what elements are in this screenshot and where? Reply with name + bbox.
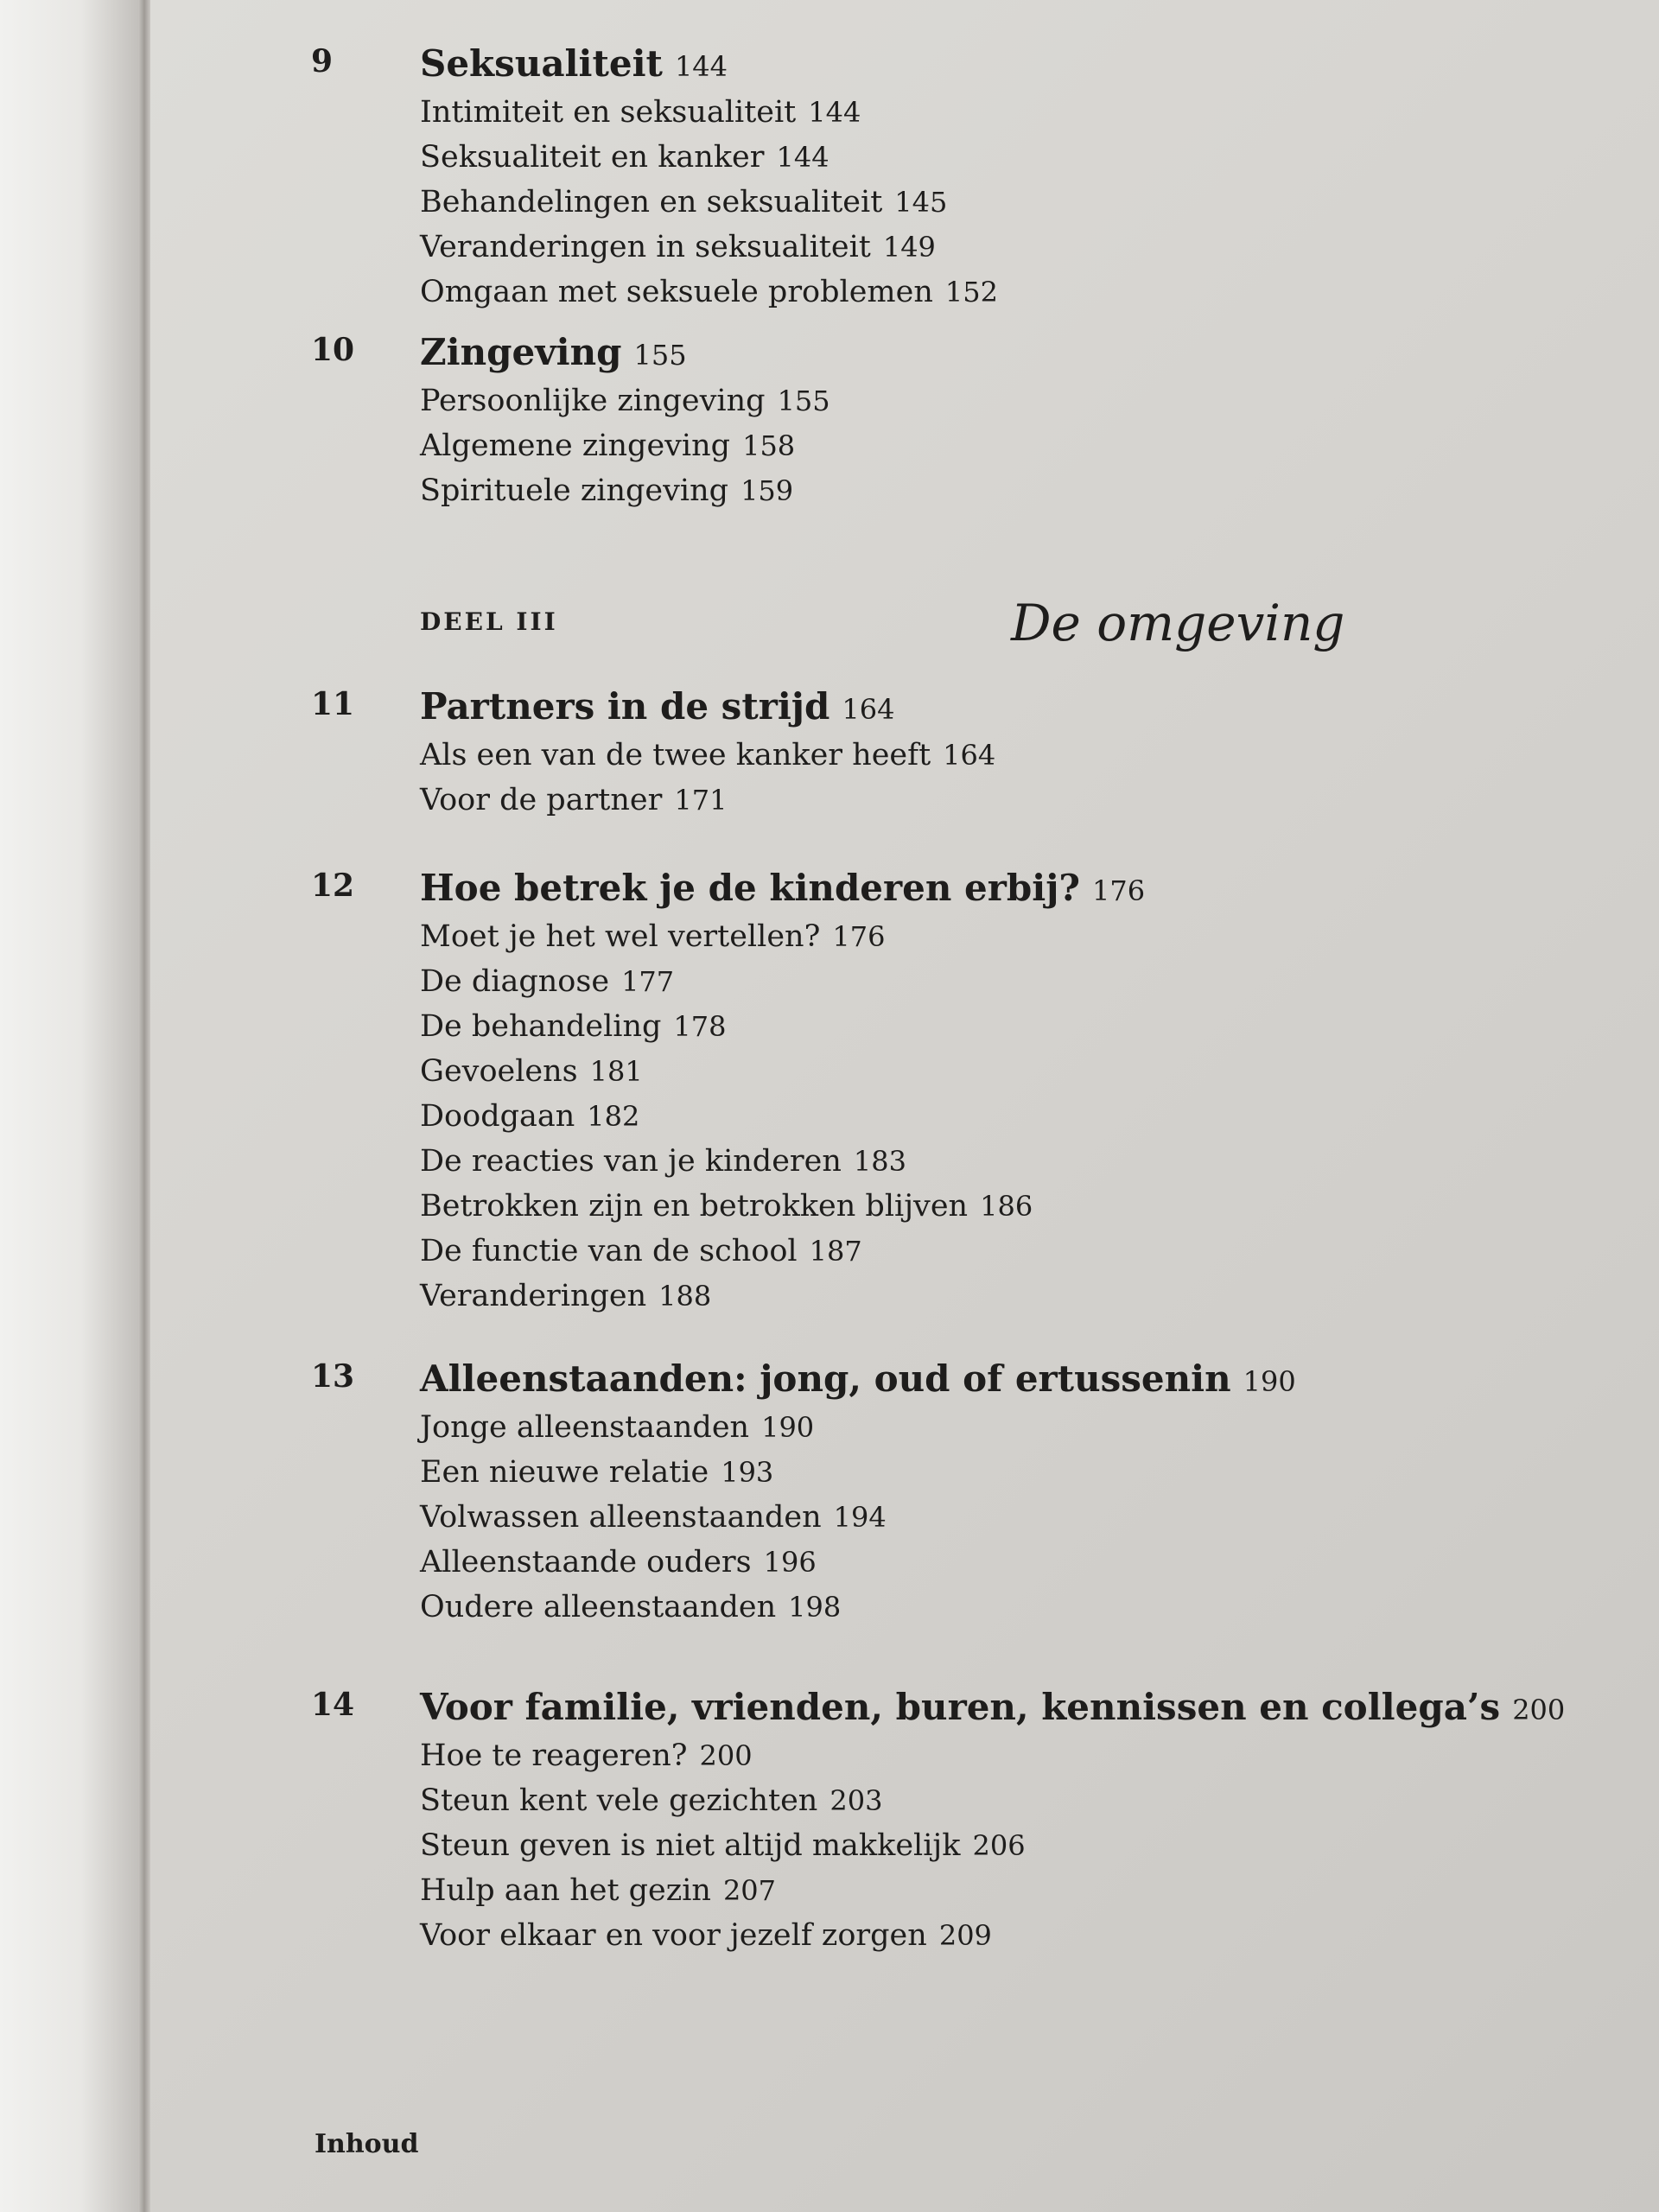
section-entry	[420, 1139, 1033, 1184]
section-page-number: 187	[809, 1235, 862, 1268]
section-page-number: 207	[722, 1874, 777, 1907]
section-list	[420, 1405, 887, 1630]
chapter-title	[420, 40, 728, 91]
section-page-number: 171	[674, 784, 728, 817]
section-page-number: 186	[980, 1190, 1033, 1223]
section-entry	[420, 1450, 887, 1495]
section-entry	[420, 1733, 1026, 1778]
chapter-title-text: Voor familie, vrienden, buren, kennissen en collega’s	[420, 1686, 1501, 1728]
chapter-number: 14	[311, 1687, 355, 1723]
section-entry	[420, 1184, 1033, 1229]
section-title: Veranderingen in seksualiteit	[420, 230, 871, 264]
section-entry	[420, 1049, 1033, 1094]
section-page-number: 145	[894, 186, 948, 219]
section-title: Gevoelens	[420, 1054, 578, 1089]
section-page-number: 183	[853, 1145, 906, 1178]
section-page-number: 159	[741, 474, 794, 507]
section-title: Hulp aan het gezin	[420, 1873, 711, 1908]
section-entry	[420, 1274, 1033, 1319]
section-page-number: 176	[832, 920, 886, 953]
section-title: Hoe te reageren?	[420, 1738, 688, 1773]
chapter-number: 10	[311, 332, 355, 368]
section-title: Spirituele zingeving	[420, 474, 729, 508]
section-title: Doodgaan	[420, 1099, 575, 1134]
section-title: Algemene zingeving	[420, 429, 731, 463]
section-title: Persoonlijke zingeving	[420, 384, 766, 418]
section-title: Betrokken zijn en betrokken blijven	[420, 1189, 969, 1224]
section-entry	[420, 1778, 1026, 1823]
section-page-number: 209	[938, 1919, 992, 1952]
chapter-number: 11	[311, 686, 355, 722]
chapter-page-number: 200	[1512, 1694, 1566, 1726]
section-title: Jonge alleenstaanden	[420, 1410, 750, 1445]
chapter-title	[420, 864, 1145, 915]
section-title: De behandeling	[420, 1009, 662, 1044]
section-page-number: 193	[721, 1456, 774, 1489]
chapter-title-text: Hoe betrek je de kinderen erbij?	[420, 867, 1081, 909]
page-footer: Inhoud	[315, 2129, 419, 2159]
chapter-title-text: Zingeving	[420, 331, 622, 373]
chapter-page-number: 164	[842, 693, 895, 726]
chapter-number: 13	[311, 1358, 355, 1395]
section-entry	[420, 1004, 1033, 1049]
section-title: Alleenstaande ouders	[420, 1545, 752, 1580]
chapter-title-text: Partners in de strijd	[420, 685, 830, 728]
section-title: Voor de partner	[420, 783, 663, 817]
section-title: Omgaan met seksuele problemen	[420, 275, 933, 309]
section-page-number: 198	[788, 1591, 842, 1624]
section-page-number: 164	[943, 739, 996, 772]
section-page-number: 188	[658, 1280, 712, 1313]
section-entry	[420, 468, 830, 513]
section-title: Moet je het wel vertellen?	[420, 919, 821, 954]
chapter-page-number: 144	[674, 50, 728, 83]
section-title: Als een van de twee kanker heeft	[420, 738, 931, 772]
section-title: Voor elkaar en voor jezelf zorgen	[420, 1918, 927, 1953]
section-page-number: 178	[673, 1010, 727, 1043]
section-title: Veranderingen	[420, 1279, 647, 1313]
section-entry	[420, 959, 1033, 1004]
chapter-number: 12	[311, 868, 355, 904]
section-entry	[420, 1094, 1033, 1139]
section-title: Steun kent vele gezichten	[420, 1783, 818, 1818]
section-page-number: 200	[699, 1739, 753, 1772]
section-entry	[420, 270, 998, 315]
chapter-page-number: 155	[633, 339, 687, 372]
section-page-number: 196	[763, 1546, 817, 1579]
chapter-title	[420, 328, 687, 379]
section-title: Steun geven is niet altijd makkelijk	[420, 1828, 961, 1863]
section-entry	[420, 1405, 887, 1450]
chapter-number: 9	[311, 43, 334, 79]
chapter-title-text: Alleenstaanden: jong, oud of ertussenin	[420, 1357, 1231, 1400]
part-title: De omgeving	[1011, 594, 1345, 652]
section-title: Intimiteit en seksualiteit	[420, 95, 797, 130]
section-title: De functie van de school	[420, 1234, 798, 1268]
section-title: Oudere alleenstaanden	[420, 1590, 777, 1624]
section-entry	[420, 1585, 887, 1630]
section-page-number: 149	[882, 231, 936, 264]
section-title: De diagnose	[420, 964, 610, 999]
chapter-title	[420, 1355, 1296, 1406]
chapter-page-number: 190	[1243, 1365, 1296, 1398]
part-label: DEEL III	[420, 607, 558, 636]
section-list	[420, 378, 830, 513]
section-entry	[420, 733, 995, 778]
section-page-number: 203	[830, 1784, 883, 1817]
chapter-title	[420, 1683, 1565, 1734]
section-page-number: 181	[589, 1055, 643, 1088]
section-entry	[420, 1495, 887, 1540]
section-page-number: 177	[621, 965, 675, 998]
section-entry	[420, 225, 998, 270]
section-page-number: 190	[761, 1411, 815, 1444]
section-list	[420, 914, 1033, 1319]
section-title: Seksualiteit en kanker	[420, 140, 765, 175]
section-title: Een nieuwe relatie	[420, 1455, 709, 1490]
section-entry	[420, 423, 830, 468]
section-title: De reacties van je kinderen	[420, 1144, 842, 1179]
section-entry	[420, 1540, 887, 1585]
section-entry	[420, 180, 998, 225]
section-entry	[420, 378, 830, 423]
section-list	[420, 1733, 1026, 1958]
chapter-page-number: 176	[1092, 874, 1146, 907]
section-entry	[420, 135, 998, 180]
section-page-number: 144	[808, 96, 861, 129]
section-entry	[420, 1229, 1033, 1274]
section-title: Behandelingen en seksualiteit	[420, 185, 883, 219]
section-list	[420, 733, 995, 823]
section-entry	[420, 1913, 1026, 1958]
section-page-number: 182	[587, 1100, 640, 1133]
section-entry	[420, 1868, 1026, 1913]
section-entry	[420, 1823, 1026, 1868]
section-page-number: 206	[972, 1829, 1026, 1862]
section-entry	[420, 90, 998, 135]
chapter-title	[420, 683, 894, 734]
section-page-number: 194	[833, 1501, 887, 1534]
section-entry	[420, 914, 1033, 959]
section-page-number: 144	[776, 141, 830, 174]
section-page-number: 155	[777, 385, 830, 417]
section-page-number: 158	[742, 429, 796, 462]
section-list	[420, 90, 998, 315]
section-entry	[420, 778, 995, 823]
section-title: Volwassen alleenstaanden	[420, 1500, 822, 1535]
section-page-number: 152	[944, 276, 998, 308]
chapter-title-text: Seksualiteit	[420, 42, 663, 85]
